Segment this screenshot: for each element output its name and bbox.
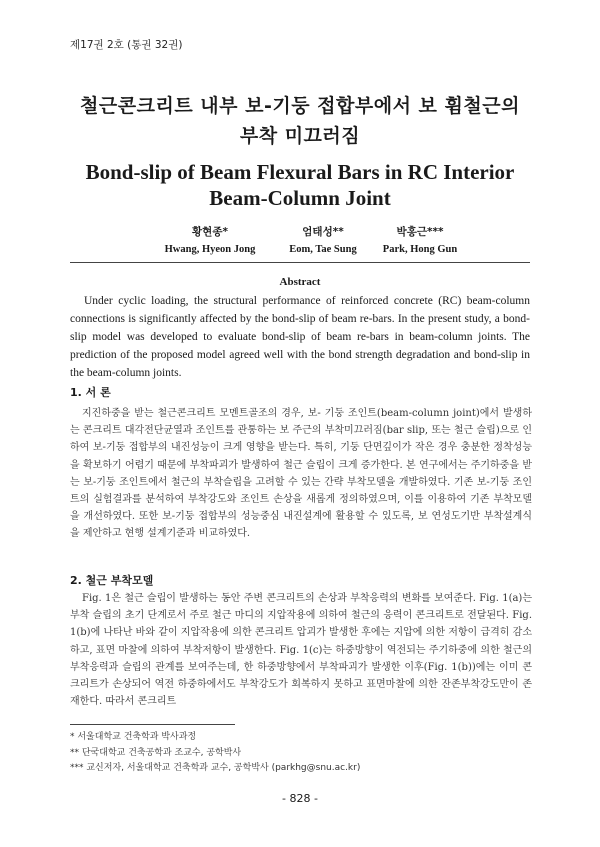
author-3-korean-name: 박홍근***	[396, 226, 444, 238]
author-3-english-name: Park, Hong Gun	[382, 244, 458, 255]
footnote-3: *** 교신저자, 서울대학교 건축학과 교수, 공학박사 (parkhg@snu.ac.kr)	[70, 763, 361, 773]
title-english-line-2: Beam-Column Joint	[209, 186, 391, 210]
section-1-body: 지진하중을 받는 철근콘크리트 모멘트골조의 경우, 보- 기둥 조인트(beam-column joint)에서 발생하는 콘크리트 대각전단균열과 조인트를 관통하는 보 주근의 부착미끄러짐(bar slip, 또는 철근 슬립)으로 인하여 보-기둥 접합부의 내진성능이 크게 영향을 받는다. 특히, 기둥 단면깊이가 작은 경우 충분한 정착성능을 확보하기 어렵기 때문에 부착파괴가 발생하여 철근 슬립이 크게 증가한다. 본 연구에서는 주기하중을 받는 보-기둥 조인트에서 철근의 부착슬립을 고려할 수 있는 간략 부착모델을 개발하였다. 기존 보-기둥 조인트의 실험결과를 분석하여 부착강도와 조인트 손상을 새롭게 정의하였으며, 이를 이용하여 기존 부착모델을 개선하였다. 또한 보-기둥 접합부의 성능중심 내진설계에 활용할 수 있도록, 보 연성도기반 부착설계식을 제안하고 현행 설계기준과 비교하였다.	[70, 408, 532, 540]
page-number: - 828 -	[282, 792, 318, 805]
author-1-korean-name: 황현종*	[192, 226, 228, 238]
section-2-heading: 2. 철근 부착모델	[70, 574, 154, 587]
author-2-korean-name: 엄태성**	[302, 226, 344, 238]
section-2-body: Fig. 1은 철근 슬립이 발생하는 동안 주변 콘크리트의 손상과 부착응력의 변화를 보여준다. Fig. 1(a)는 부착 슬립의 초기 단계로서 주로 철근 마디의 지압작용에 의하여 철근의 응력이 콘크리트로 전달된다. Fig. 1(b)에 나타난 바와 같이 지압작용에 의한 콘크리트 압괴가 발생한 후에는 지압에 의한 저항이 급격히 감소하고, 표면 마찰에 의하여 부착저항이 발생한다. Fig. 1(c)는 하중방향이 역전되는 주기하중에 의한 철근의 부착응력과 슬립의 관계를 보여주는데, 한 하중방향에서 부착파괴가 발생한 이후(Fig. 1(b))에는 이미 콘크리트가 손상되어 역전 하중하에서도 부착강도가 회복하지 못하고 표면마찰에 의한 잔존부착강도만이 존재한다. 따라서 콘크리트	[70, 593, 532, 708]
author-2-english-name: Eom, Tae Sung	[289, 244, 357, 255]
abstract-heading: Abstract	[279, 276, 321, 288]
abstract-text: Under cyclic loading, the structural performance of reinforced concrete (RC) beam-column connections is significantly affected by the bond-slip of beam re-bars. In the present study, a bond-slip model was developed to evaluate bond-slip of beam re-bars in beam-column joints. The prediction of the proposed model agreed well with the bond strength degradation and bond-slip in the beam-column joints.	[70, 295, 530, 379]
section-1-heading: 1. 서 론	[70, 386, 111, 399]
footnote-1: * 서울대학교 건축학과 박사과정	[70, 732, 197, 742]
header-divider	[70, 262, 530, 263]
author-1-english-name: Hwang, Hyeon Jong	[164, 244, 256, 255]
footnotes	[70, 730, 360, 777]
footnote-2: ** 단국대학교 건축공학과 조교수, 공학박사	[70, 747, 242, 758]
journal-info: 제17권 2호 (통권 32권)	[70, 39, 183, 51]
author-3	[340, 224, 500, 255]
title-korean-line-2: 부착 미끄러짐	[239, 125, 361, 147]
title-korean-line-1: 철근콘크리트 내부 보-기둥 접합부에서 보 휨철근의	[80, 95, 520, 117]
title-english-line-1: Bond-slip of Beam Flexural Bars in RC Interior	[85, 160, 515, 184]
footnote-divider	[70, 724, 235, 725]
